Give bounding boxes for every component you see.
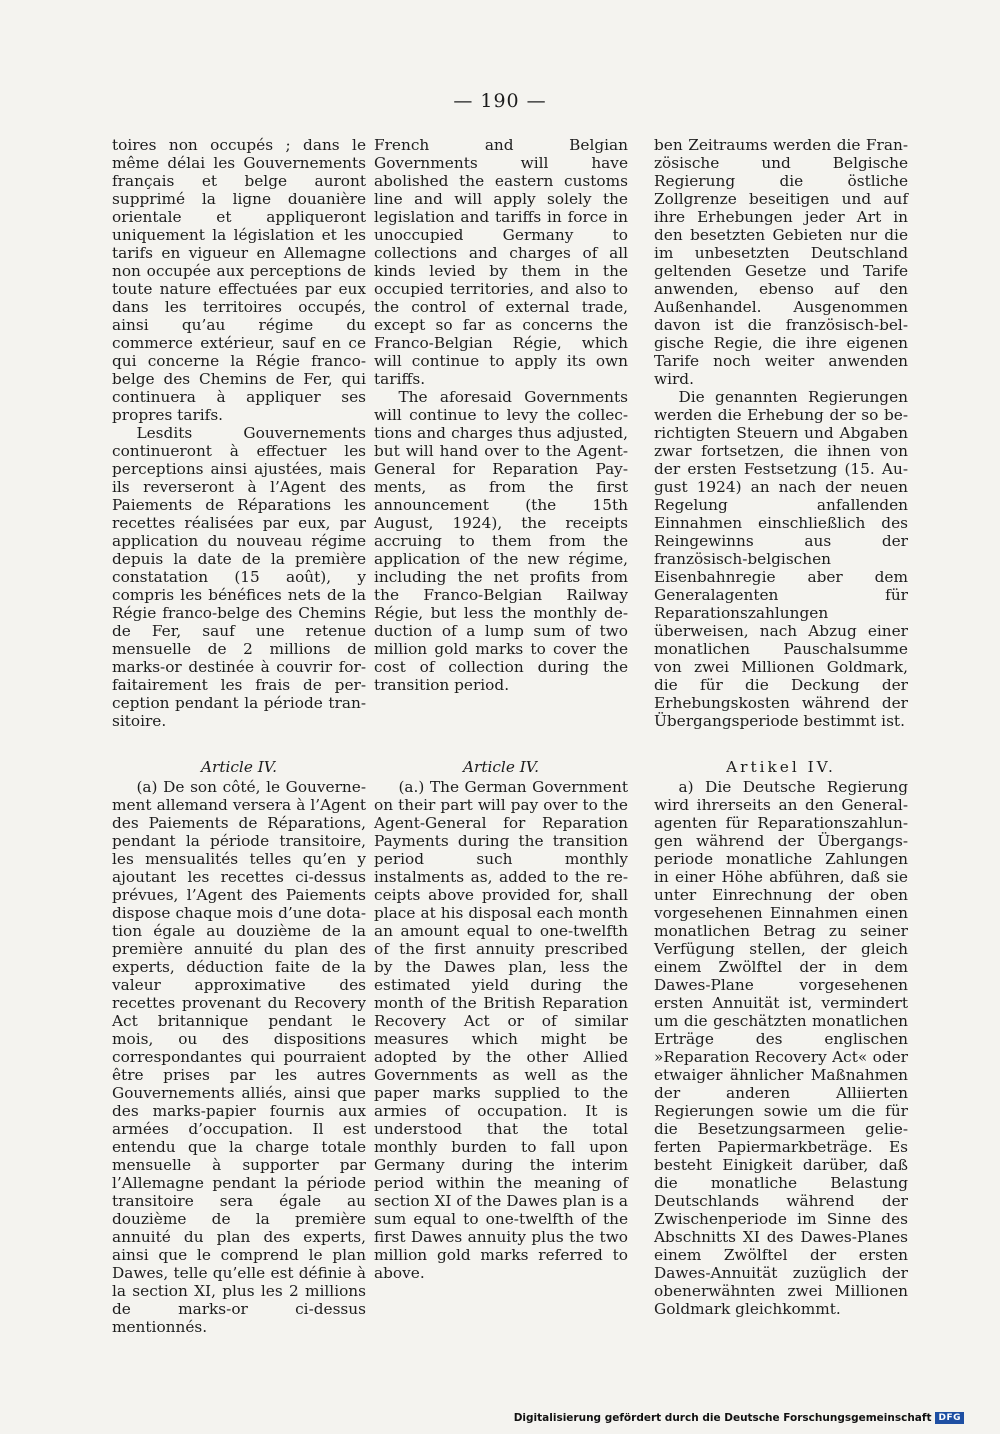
french-article-heading: Article IV. xyxy=(200,758,278,776)
german-paragraph-2: Die genannten Regierungen werden die Erhebung der so berichtigten Steuern und Abgaben zwar fortsetzen, die ihnen von der ersten Festsetzung (15. August 1924) an nach der neuen Regelung anfallenden Einnahmen einschließlich des Reingewinns aus der französisch-belgischen Eisenbahnregie aber dem Generalagenten für Reparationszahlungen überweisen, nach Abzug einer monatlichen Pauschalsumme von zwei Millionen Goldmark, die für die Deckung der Erhebungskosten während der Übergangsperiode bestimmt ist. xyxy=(654,388,908,730)
german-column-middle xyxy=(654,388,908,730)
english-column-upper xyxy=(374,136,628,388)
german-paragraph-1: ben Zeitraums werden die Französische und Belgische Regierung die östliche Zollgrenze beseitigen und auf ihre Erhebungen jeder Art in den besetzten Gebieten nur die im unbesetzten Deutschland geltenden Gesetze und Tarife anwenden, ebenso auf den Außenhandel. Ausgenommen davon ist die französisch-belgische Regie, die ihre eigenen Tarife noch weiter anwenden wird. xyxy=(654,136,908,388)
french-paragraph-2: Lesdits Gouvernements continueront à effectuer les perceptions ainsi ajustées, mais ils reverseront à l’Agent des Paiements de Réparations les recettes réalisées par eux, par application du nouveau régime depuis la date de la première constatation (15 août), y compris les bénéfices nets de la Régie franco-belge des Chemins de Fer, sauf une retenue mensuelle de 2 millions de marks-or destinée à couvrir forfaitairement les frais de perception pendant la période transitoire. xyxy=(112,424,366,730)
french-column-upper xyxy=(112,136,366,730)
footer-text: Digitalisierung gefördert durch die Deutsche Forschungsgemeinschaft xyxy=(513,1412,932,1424)
german-paragraph-3: a) Die Deutsche Regierung wird ihrerseits an den Generalagenten für Reparationszahlungen während der Übergangsperiode monatliche Zahlungen in einer Höhe abführen, daß sie unter Einrechnung der oben vorgesehenen Einnahmen einen monatlichen Betrag zu seiner Verfügung stellen, der gleich einem Zwölftel der in dem Dawes-Plane vorgesehenen ersten Annuität ist, vermindert um die geschätzten monatlichen Erträge des englischen »Reparation Recovery Act« oder etwaiger ähnlicher Maßnahmen der anderen Alliierten Regierungen sowie um die für die Besetzungsarmeen gelieferten Papiermarkbeträge. Es besteht Einigkeit darüber, daß die monatliche Belastung Deutschlands während der Zwischenperiode im Sinne des Abschnitts XI des Dawes-Planes einem Zwölftel der ersten Dawes-Annuität zuzüglich der obenerwähnten zwei Millionen Goldmark gleichkommt. xyxy=(654,778,908,1318)
english-column-middle xyxy=(374,388,628,694)
english-paragraph-1: French and Belgian Governments will have abolished the eastern customs line and will apply solely the legislation and tariffs in force in unoccupied Germany to collections and charges of all kinds levied by them in the occupied territories, and also to the control of external trade, except so far as concerns the Franco-Belgian Régie, which will continue to apply its own tariffs. xyxy=(374,136,628,388)
english-article-heading: Article IV. xyxy=(462,758,540,776)
english-paragraph-2: The aforesaid Governments will continue to levy the collections and charges thus adjusted, but will hand over to the Agent-General for Reparation Payments, as from the first announcement (the 15th August, 1924), the receipts accruing to them from the application of the new régime, including the net profits from the Franco-Belgian Railway Régie, but less the monthly deduction of a lump sum of two million gold marks to cover the cost of collection during the transition period. xyxy=(374,388,628,694)
english-column-lower xyxy=(374,778,628,1282)
english-paragraph-3: (a.) The German Government on their part will pay over to the Agent-General for Reparation Payments during the transition period such monthly instalments as, added to the receipts above provided for, shall place at his disposal each month an amount equal to one-twelfth of the first annuity prescribed by the Dawes plan, less the estimated yield during the month of the British Reparation Recovery Act or of similar measures which might be adopted by the other Allied Governments as well as the paper marks supplied to the armies of occupation. It is understood that the total monthly burden to fall upon Germany during the interim period within the meaning of section XI of the Dawes plan is a sum equal to one-twelfth of the first Dawes annuity plus the two million gold marks referred to above. xyxy=(374,778,628,1282)
french-paragraph-1: toires non occupés ; dans le même délai les Gouvernements français et belge auront supprimé la ligne douanière orientale et appliqueront uniquement la législation et les tarifs en vigueur en Allemagne non occupée aux perceptions de toute nature effectuées par eux dans les territoires occupés, ainsi qu’au régime du commerce extérieur, sauf en ce qui concerne la Régie franco-belge des Chemins de Fer, qui continuera à appliquer ses propres tarifs. xyxy=(112,136,366,424)
german-column-lower xyxy=(654,778,908,1318)
german-column-upper xyxy=(654,136,908,388)
page-number: — 190 — xyxy=(453,90,547,112)
french-paragraph-3: (a) De son côté, le Gouvernement allemand versera à l’Agent des Paiements de Réparations, pendant la période transitoire, les mensualités telles qu’en y ajoutant les recettes ci-dessus prévues, l’Agent des Paiements dispose chaque mois d’une dotation égale au douzième de la première annuité du plan des experts, déduction faite de la valeur approximative des recettes provenant du Recovery Act britannique pendant le mois, ou des dispositions correspondantes qui pourraient être prises par les autres Gouvernements alliés, ainsi que des marks-papier fournis aux armées d’occupation. Il est entendu que la charge totale mensuelle à supporter par l’Allemagne pendant la période transitoire sera égale au douzième de la première annuité du plan des experts, ainsi que le comprend le plan Dawes, telle qu’elle est définie à la section XI, plus les 2 millions de marks-or ci-dessus mentionnés. xyxy=(112,778,366,1336)
french-column-lower xyxy=(112,778,366,1336)
funding-footer xyxy=(514,1412,964,1424)
german-article-heading: Artikel IV. xyxy=(726,758,836,776)
dfg-logo-icon: DFG xyxy=(935,1412,964,1424)
